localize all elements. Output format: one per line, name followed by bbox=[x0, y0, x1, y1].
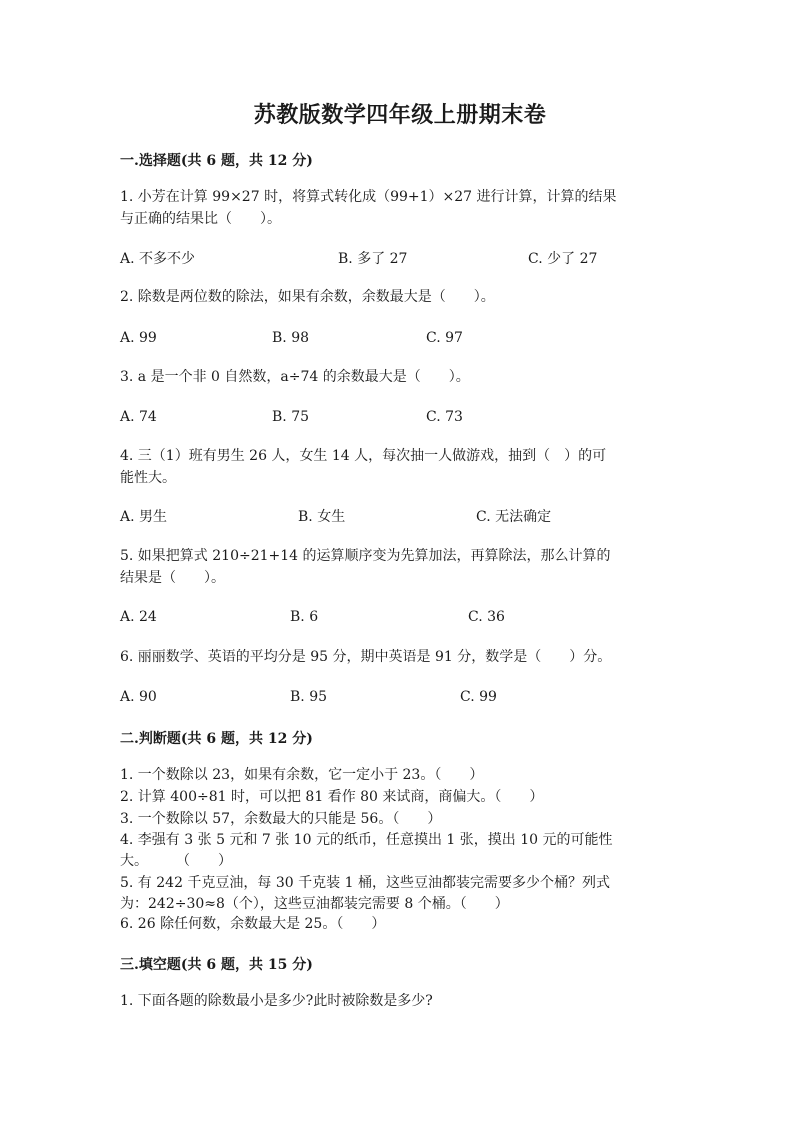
statement-text: 1. 一个数除以 23，如果有余数，它一定小于 23。（ ） bbox=[120, 767, 484, 783]
option-b: B. 75 bbox=[272, 409, 310, 425]
question-text: 结果是（ ）。 bbox=[120, 570, 225, 586]
option-a: A. 90 bbox=[120, 689, 157, 705]
option-c: C. 无法确定 bbox=[476, 509, 552, 525]
option-b: B. 多了 27 bbox=[338, 251, 408, 267]
question-text: 能性大。 bbox=[120, 470, 176, 486]
section-heading-fill-in: 三.填空题(共 6 题，共 15 分) bbox=[120, 957, 313, 973]
option-a: A. 男生 bbox=[120, 509, 168, 525]
option-c: C. 36 bbox=[468, 609, 505, 625]
option-b: B. 95 bbox=[290, 689, 328, 705]
statement-text: 5. 有 242 千克豆油，每 30 千克装 1 桶，这些豆油都装完需要多少个桶？列式 bbox=[120, 875, 610, 891]
question-text: 1. 小芳在计算 99×27 时，将算式转化成（99+1）×27 进行计算，计算的结果 bbox=[120, 189, 617, 205]
statement-text: 为：242÷30≈8（个），这些豆油都装完需要 8 个桶。（ ） bbox=[120, 896, 509, 912]
page-title: 苏教版数学四年级上册期末卷 bbox=[253, 102, 547, 128]
option-b: B. 6 bbox=[290, 609, 319, 625]
question-text: 5. 如果把算式 210÷21+14 的运算顺序变为先算加法，再算除法，那么计算的 bbox=[120, 548, 611, 564]
statement-text: 6. 26 除任何数，余数最大是 25。（ ） bbox=[120, 916, 386, 932]
option-a: A. 99 bbox=[120, 330, 157, 346]
option-c: C. 99 bbox=[460, 689, 497, 705]
statement-text: 2. 计算 400÷81 时，可以把 81 看作 80 来试商，商偏大。（ ） bbox=[120, 789, 544, 805]
option-c: C. 73 bbox=[426, 409, 463, 425]
option-c: C. 97 bbox=[426, 330, 463, 346]
option-b: B. 女生 bbox=[298, 509, 346, 525]
question-text: 6. 丽丽数学、英语的平均分是 95 分，期中英语是 91 分，数学是（ ）分。 bbox=[120, 649, 612, 665]
section-heading-choice: 一.选择题(共 6 题，共 12 分) bbox=[120, 153, 313, 169]
section-heading-judgement: 二.判断题(共 6 题，共 12 分) bbox=[120, 731, 313, 747]
question-text: 4. 三（1）班有男生 26 人，女生 14 人，每次抽一人做游戏，抽到（ ）的可 bbox=[120, 448, 607, 464]
statement-text: 大。 （ ） bbox=[120, 853, 232, 869]
question-text: 与正确的结果比（ ）。 bbox=[120, 211, 281, 227]
option-a: A. 不多不少 bbox=[120, 251, 196, 267]
option-a: A. 24 bbox=[120, 609, 157, 625]
option-a: A. 74 bbox=[120, 409, 157, 425]
option-c: C. 少了 27 bbox=[528, 251, 598, 267]
option-b: B. 98 bbox=[272, 330, 310, 346]
statement-text: 4. 李强有 3 张 5 元和 7 张 10 元的纸币，任意摸出 1 张，摸出 10 元的可能性 bbox=[120, 832, 613, 848]
question-text: 1. 下面各题的除数最小是多少?此时被除数是多少? bbox=[120, 993, 433, 1009]
question-text: 2. 除数是两位数的除法，如果有余数，余数最大是（ ）。 bbox=[120, 289, 495, 305]
question-text: 3. a 是一个非 0 自然数，a÷74 的余数最大是（ ）。 bbox=[120, 369, 470, 385]
statement-text: 3. 一个数除以 57，余数最大的只能是 56。（ ） bbox=[120, 811, 442, 827]
